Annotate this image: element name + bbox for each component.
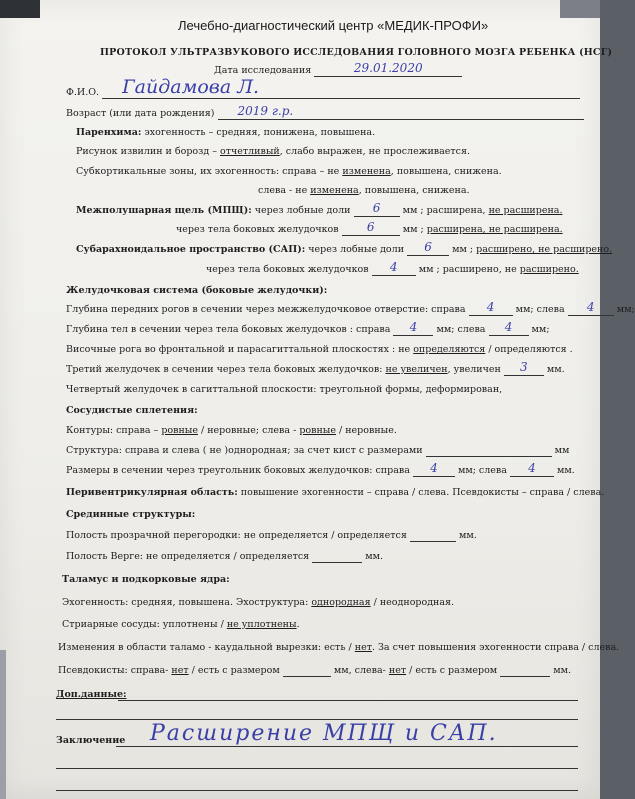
sizes-label: Размеры в сечении через треугольник боковых желудочков: справа (66, 465, 410, 476)
subcortical-left-options: , повышена, снижена. (358, 185, 470, 196)
exam-date-field (314, 61, 462, 77)
verge-unit: мм. (365, 551, 384, 562)
subcortical-row (76, 166, 502, 178)
mpsh-heading: Межполушарная щель (МПЩ): (76, 205, 252, 216)
notch-options: . За счет повышения эхогенности справа / слева. (371, 642, 620, 653)
contours-label: Контуры: справа – (66, 425, 162, 436)
age-label: Возраст (или дата рождения) (66, 108, 215, 119)
parenchyma-heading: Паренхима: (76, 127, 142, 138)
bodies-left-value: 4 (504, 320, 513, 334)
median-heading: Срединные структуры: (66, 509, 196, 520)
echo-selected: однородная (311, 597, 371, 608)
pseudo-left-unit: мм. (553, 665, 572, 676)
notch-selected: нет (354, 642, 372, 653)
verge-field (312, 552, 362, 563)
mpsh-body-options-a: ; (417, 224, 427, 235)
bodies-right-value: 4 (409, 320, 418, 334)
age-value: 2019 г.р. (237, 104, 294, 118)
sap-body-options-b: расширено. (519, 264, 579, 275)
mpsh-frontal-options-a: ; расширена, (417, 205, 489, 216)
sulci-row (76, 146, 470, 158)
anterior-end-unit: мм; (616, 304, 635, 315)
temporal-selected: определяются (413, 344, 486, 355)
contours-left-selected: ровные (299, 425, 336, 436)
binder-edge (0, 650, 6, 799)
septum-row (66, 530, 477, 542)
fio-field (102, 76, 580, 99)
sizes-end-unit: мм. (557, 465, 575, 476)
sulci-selected: отчетливый (219, 146, 280, 157)
exam-date-value: 29.01.2020 (353, 61, 423, 75)
conclusion-line-1 (116, 746, 578, 747)
structure-unit: мм (554, 445, 570, 456)
sap-frontal-field (407, 240, 449, 256)
third-unit: мм. (546, 364, 565, 375)
verge-label: Полость Верге: не определяется / определяется (66, 551, 310, 562)
sizes-right-value: 4 (430, 461, 438, 475)
periventricular-heading: Перивентрикулярная область: (66, 487, 238, 498)
anterior-left-field (568, 300, 614, 316)
mpsh-frontal-options-b: не расширена. (488, 205, 563, 216)
age-row (66, 104, 584, 120)
conclusion-value: Расширение МПЩ и САП. (150, 721, 498, 746)
third-field (504, 360, 544, 376)
mpsh-frontal-row (76, 201, 563, 217)
bodies-end-unit: мм; (531, 324, 550, 335)
plexus-sizes-row (66, 461, 575, 477)
sap-body-value: 4 (389, 260, 398, 274)
echo-options: / неоднородная. (370, 597, 455, 608)
sulci-label: Рисунок извилин и борозд – (76, 146, 220, 157)
ventricles-heading: Желудочковая система (боковые желудочки): (66, 285, 328, 296)
mpsh-body-value: 6 (366, 220, 375, 234)
background-edge (0, 0, 40, 18)
sizes-left-field (510, 461, 554, 477)
mpsh-frontal-unit: мм (402, 205, 418, 216)
subcortical-selected: изменена (342, 166, 391, 177)
pseudo-right-selected: нет (171, 665, 189, 676)
pseudo-left-field (500, 666, 550, 677)
bodies-label: Глубина тел в сечении через тела боковых желудочков : справа (66, 324, 391, 335)
striar-selected: не уплотнены (226, 619, 297, 630)
mpsh-frontal-value: 6 (372, 201, 381, 215)
verge-row (66, 551, 383, 563)
pseudo-right-option: / есть с размером (188, 665, 280, 676)
echo-label: Эхогенность: средняя, повышена. Эхоструктура: (62, 597, 312, 608)
temporal-label: Височные рога во фронтальной и парасагиттальной плоскостях : не (66, 344, 414, 355)
sap-frontal-options-a: ; (466, 244, 477, 255)
thalamus-heading: Таламус и подкорковые ядра: (62, 574, 230, 585)
center-title: Лечебно-диагностический центр «МЕДИК-ПРОФИ» (178, 18, 489, 33)
striar-end: . (296, 619, 300, 630)
structure-label: Структура: справа и слева ( не )однородная; за счет кист с размерами (66, 445, 423, 456)
striar-row (62, 619, 300, 631)
sizes-right-field (413, 461, 455, 477)
contours-mid: / неровные; слева - (197, 425, 300, 436)
conclusion-line-2 (56, 768, 578, 769)
sap-heading: Субарахноидальное пространство (САП): (76, 244, 306, 255)
third-selected: не увеличен (385, 364, 448, 375)
sap-frontal-row (76, 240, 613, 256)
periventricular-row (66, 487, 604, 499)
structure-field (426, 446, 552, 457)
fio-value: Гайдамова Л. (122, 76, 260, 98)
pseudo-right-label: Псевдокисты: справа- (58, 665, 172, 676)
background-edge-right (560, 0, 600, 18)
mpsh-body-options-b: расширена, не расширена. (426, 224, 563, 235)
anterior-mid-unit: мм; слева (515, 304, 565, 315)
additional-label: Доп.данные: (56, 689, 127, 700)
pseudo-right-field (283, 666, 331, 677)
sizes-mid-unit: мм; слева (457, 465, 507, 476)
anterior-horns-row (66, 300, 635, 316)
third-value: 3 (520, 360, 528, 374)
fourth-ventricle-row: Четвертый желудочек в сагиттальной плоскости: треугольной формы, деформирован, (66, 384, 503, 395)
third-option: , увеличен (447, 364, 501, 375)
exam-date-label: Дата исследования (214, 65, 312, 76)
pseudo-left-option: / есть с размером (406, 665, 498, 676)
contours-options: / неровные. (335, 425, 397, 436)
septum-unit: мм. (458, 530, 477, 541)
sap-frontal-unit: мм (452, 244, 467, 255)
additional-line-1 (118, 700, 578, 701)
plexus-heading: Сосудистые сплетения: (66, 405, 198, 416)
pseudo-left-selected: нет (388, 665, 407, 676)
parenchyma-row (76, 127, 375, 139)
fio-label: Ф.И.О. (66, 87, 100, 98)
third-label: Третий желудочек в сечении через тела боковых желудочков: (66, 364, 386, 375)
mpsh-frontal-label: через лобные доли (251, 205, 351, 216)
notch-row (58, 642, 619, 654)
subcortical-options: , повышена, снижена. (390, 166, 502, 177)
bodies-left-field (489, 320, 529, 336)
mpsh-frontal-field (354, 201, 400, 217)
sap-frontal-label: через лобные доли (305, 244, 405, 255)
subcortical-label: Субкортикальные зоны, их эхогенность: справа – не (76, 166, 343, 177)
thalamus-echo-row (62, 597, 454, 609)
anterior-right-value: 4 (486, 300, 495, 314)
anterior-right-field (469, 300, 513, 316)
anterior-left-value: 4 (586, 300, 595, 314)
sap-body-row (206, 260, 579, 276)
fio-row (66, 76, 580, 99)
anterior-horns-label: Глубина передних рогов в сечении через межжелудочковое отверстие: справа (66, 304, 466, 315)
sulci-options: , слабо выражен, не прослеживается. (279, 146, 471, 157)
subcortical-left-selected: изменена (310, 185, 359, 196)
sap-body-options-a: ; расширено, не (433, 264, 520, 275)
plexus-contours-row (66, 425, 397, 437)
periventricular-text: повышение эхогенности – справа / слева. Псевдокисты – справа / слева. (237, 487, 605, 498)
notch-label: Изменения в области таламо - каудальной вырезки: есть / (58, 642, 355, 653)
third-ventricle-row (66, 360, 565, 376)
subcortical-left-label: слева - не (258, 185, 311, 196)
mpsh-body-label: через тела боковых желудочков (176, 224, 339, 235)
temporal-horns-row (66, 344, 573, 356)
sap-frontal-value: 6 (424, 240, 432, 254)
plexus-structure-row (66, 445, 569, 457)
bodies-mid-unit: мм; слева (436, 324, 486, 335)
mpsh-body-field (342, 220, 400, 236)
temporal-options: / определяются . (485, 344, 573, 355)
conclusion-label: Заключение (56, 735, 126, 746)
sap-body-unit: мм (418, 264, 434, 275)
sap-body-field (372, 260, 416, 276)
pseudocysts-row (58, 665, 571, 677)
subcortical-left-row (258, 185, 470, 197)
sap-frontal-options-b: расширено, не расширено. (476, 244, 613, 255)
mpsh-body-unit: мм (402, 224, 418, 235)
striar-label: Стриарные сосуды: уплотнены / (62, 619, 227, 630)
pseudo-left-label: мм, слева- (333, 665, 389, 676)
sizes-left-value: 4 (528, 461, 536, 475)
septum-field (410, 531, 456, 542)
age-field (218, 104, 584, 120)
contours-right-selected: ровные (161, 425, 198, 436)
protocol-title: ПРОТОКОЛ УЛЬТРАЗВУКОВОГО ИССЛЕДОВАНИЯ ГОЛОВНОГО МОЗГА РЕБЕНКА (НСГ) (100, 47, 613, 58)
bodies-row (66, 320, 550, 336)
septum-label: Полость прозрачной перегородки: не определяется / определяется (66, 530, 407, 541)
additional-line-2 (56, 719, 578, 720)
conclusion-line-3 (56, 790, 578, 791)
mpsh-body-row (176, 220, 563, 236)
bodies-right-field (393, 320, 433, 336)
sap-body-label: через тела боковых желудочков (206, 264, 369, 275)
parenchyma-text: эхогенность – средняя, понижена, повышена. (141, 127, 376, 138)
